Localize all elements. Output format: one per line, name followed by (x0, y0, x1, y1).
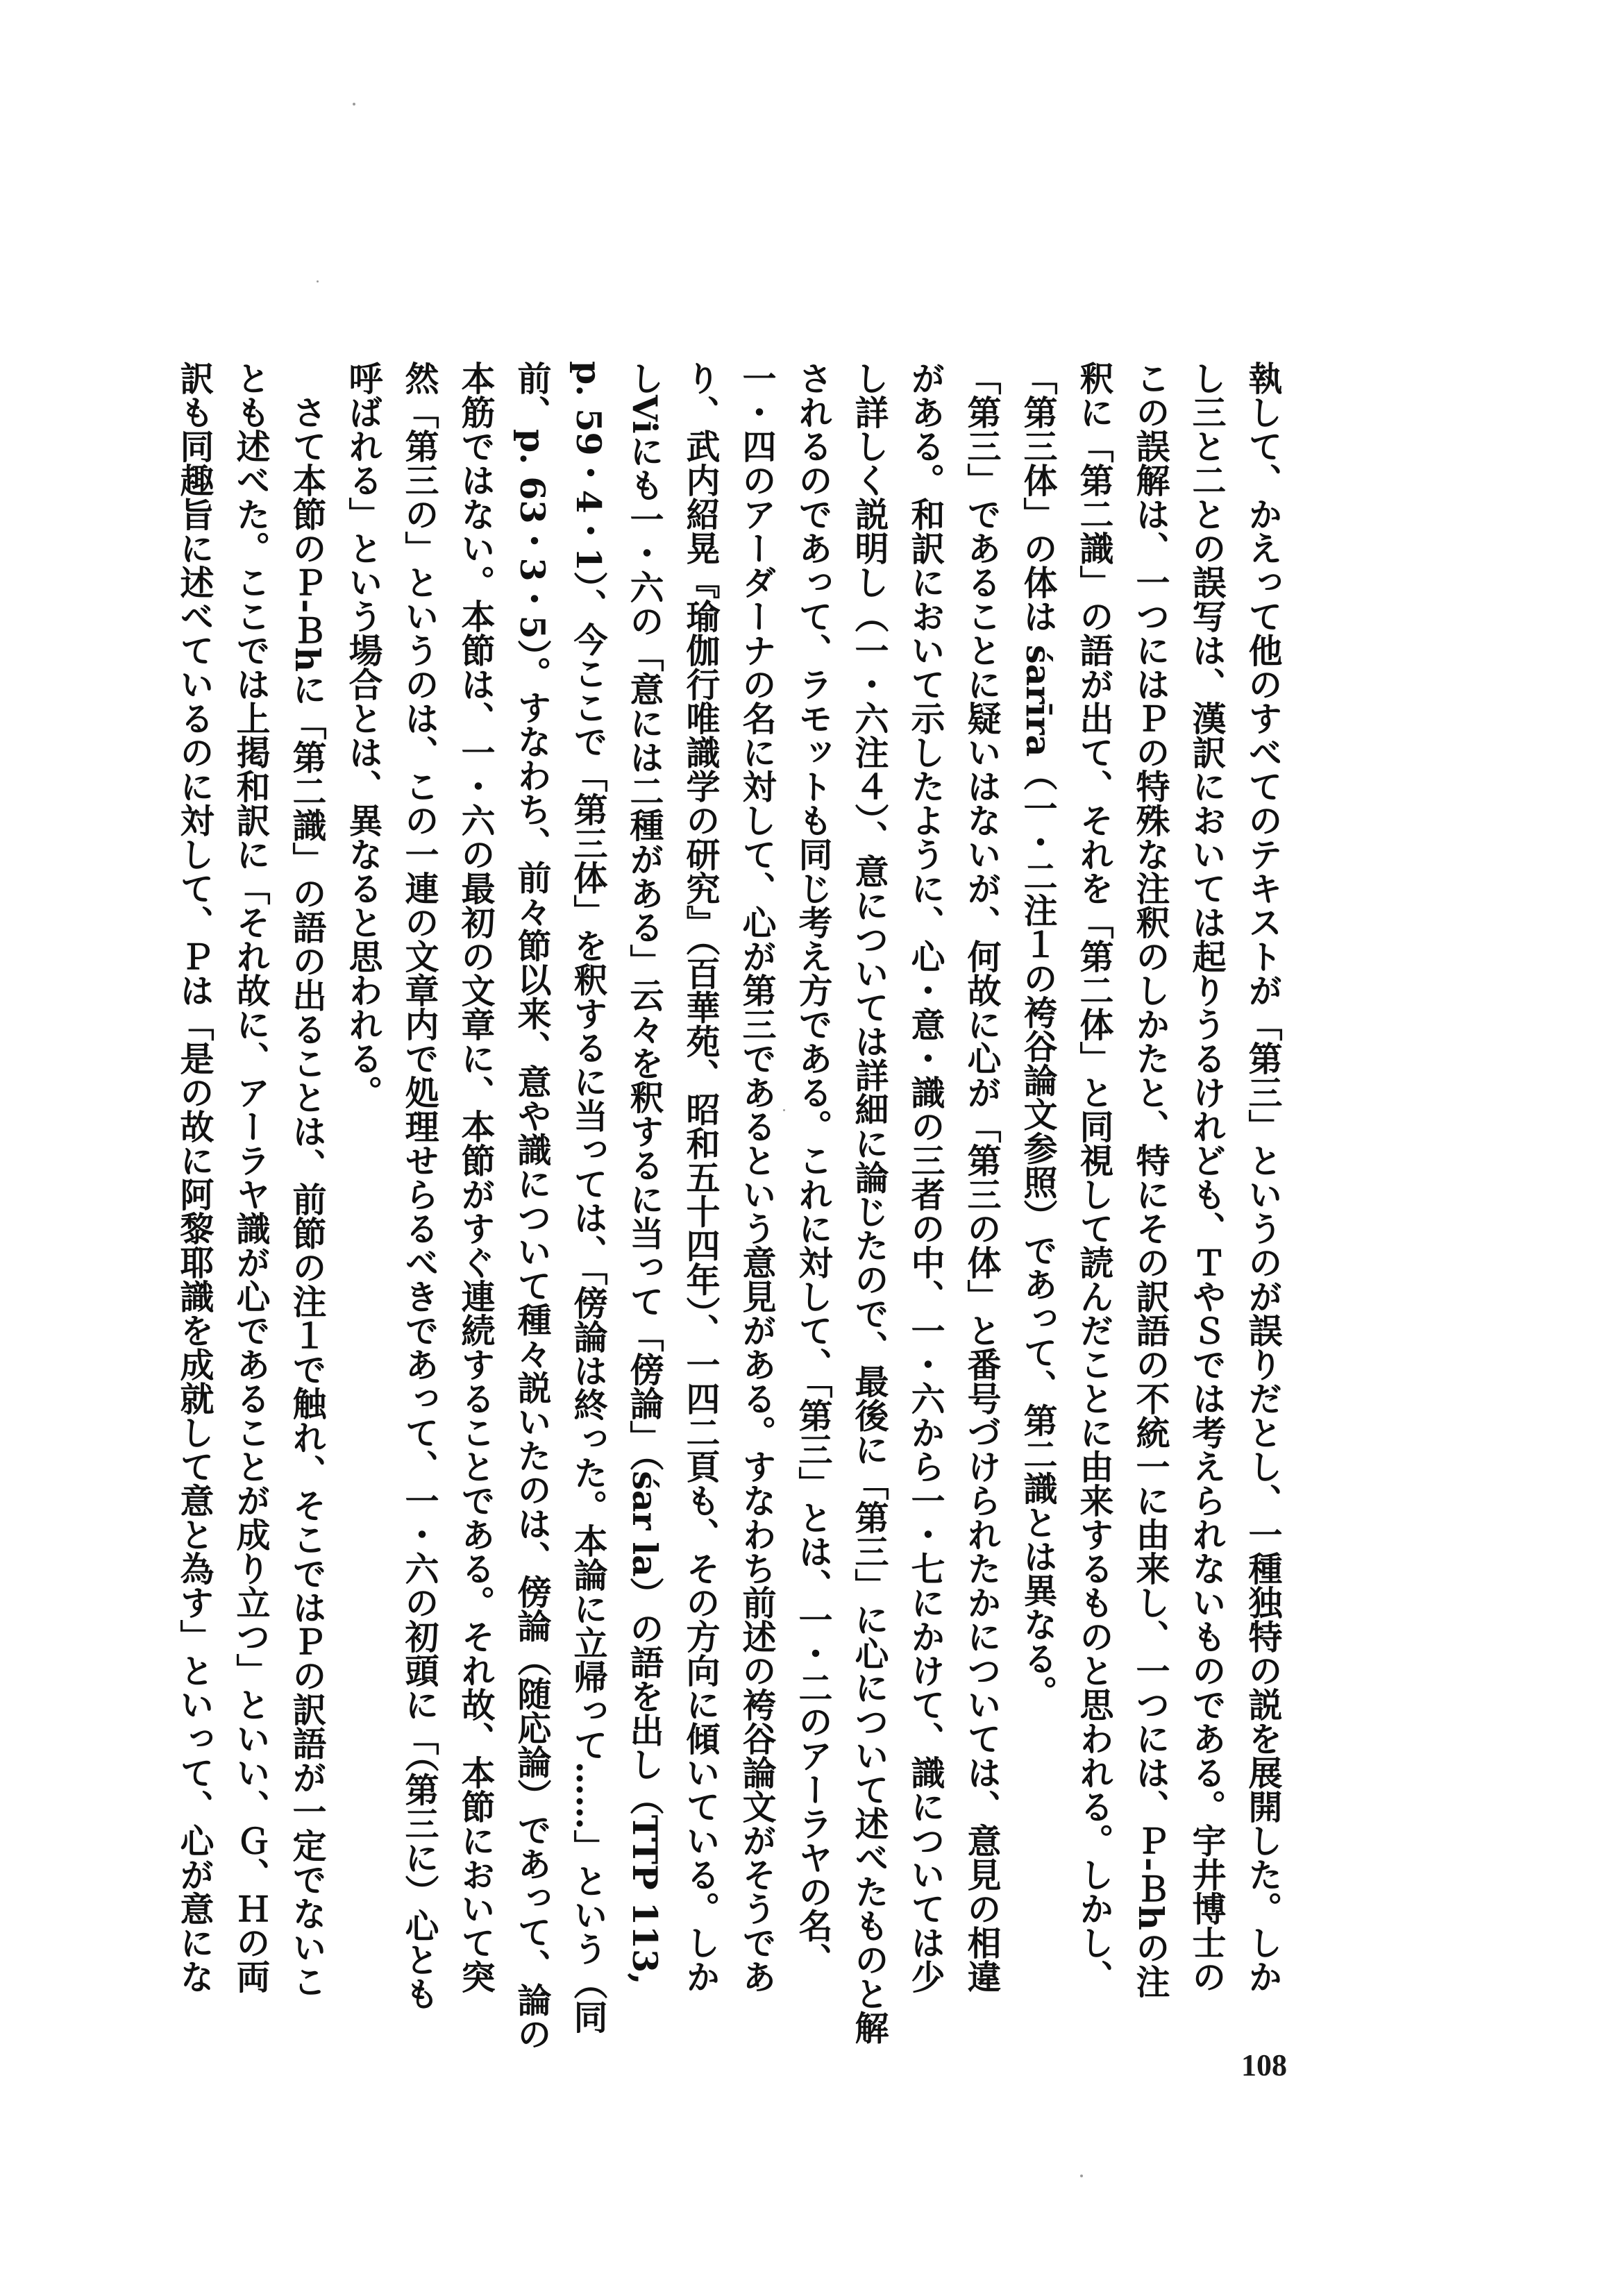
text-line: とも述べた。ここでは上掲和訳に「それ故に、アーラヤ識が心であることが成り立つ」といい、Ｇ、Ｈの両 (231, 361, 271, 1993)
text-line: 呼ばれる」という場合とは、異なると思われる。 (344, 361, 384, 1109)
text-line: がある。和訳において示したように、心・意・識の三者の中、一・六から一・七にかけて、識については少 (906, 361, 946, 1993)
text-line: 「第三体」の体は śarīra（一・二注１の袴谷論文参照）であって、第二識とは異なる。 (1018, 361, 1059, 1710)
text-line: 然「第三の」というのは、この一連の文章内で処理せらるべきであって、一・六の初頭に「（第三に）心とも (400, 361, 440, 2011)
text-line: 本筋ではない。本節は、一・六の最初の文章に、本節がすぐ連続することである。それ故、本節において突 (456, 361, 496, 1993)
text-line: 訳も同趣旨に述べているのに対して、Ｐは「是の故に阿黎耶識を成就して意と為す」といって、心が意にな (175, 361, 215, 1993)
text-line: この誤解は、一つにはＰの特殊な注釈のしかたと、特にその訳語の不統一に由来し、一つには、Ｐ-Ｂhの注 (1131, 361, 1171, 1998)
text-line: 「第三」であることに疑いはないが、何故に心が「第三の体」と番号づけられたかについては、意見の相違 (962, 361, 1002, 1993)
vertical-text-block (175, 361, 1291, 2051)
text-line: し詳しく説明し（一・六注４）、意については詳細に論じたので、最後に「第三」に心について述べたものと解 (850, 361, 890, 2045)
text-line: さて本節のＰ-Ｂhに「第二識」の語の出ることは、前節の注１で触れ、そこではＰの訳語が一定でないこ (287, 361, 328, 1998)
scan-speck (317, 280, 319, 282)
text-line: 執して、かえって他のすべてのテキストが「第三」というのが誤りだとし、一種独特の説を展開した。しか (1243, 361, 1284, 1993)
text-line: り、武内紹晃『瑜伽行唯識学の研究』（百華苑、昭和五十四年）、一四二頁も、その方向に傾いている。しか (681, 361, 721, 1993)
text-line: p. 59・4・1）、今ここで「第三体」を釈するに当っては、「傍論は終った。本論に立帰って……」という（同 (569, 361, 609, 2034)
text-line: し三と二との誤写は、漢訳においては起りうるけれども、ＴやＳでは考えられないものである。宇井博士の (1187, 361, 1227, 1993)
page-number: 108 (1241, 2048, 1287, 2082)
scan-speck (783, 1109, 785, 1111)
text-line: されるのであって、ラモットも同じ考え方である。これに対して、「第三」とは、一・二のアーラヤの名、 (793, 361, 834, 1977)
scan-speck (1080, 2175, 1083, 2177)
text-line: しViにも一・六の「意には二種がある」云々を釈するに当って「傍論」（śar la）の語を出し（TTP 113, (625, 361, 665, 1985)
scan-speck (353, 103, 355, 105)
text-line: 前、p. 63・3・5）。すなわち、前々節以来、意や識について種々説いたのは、傍論（随応論）であって、論の (512, 361, 553, 2051)
text-line: 釈に「第二識」の語が出て、それを「第二体」と同視して読んだことに由来するものと思われる。しかし、 (1075, 361, 1115, 1993)
text-line: 一・四のアーダーナの名に対して、心が第三であるという意見がある。すなわち前述の袴谷論文がそうであ (737, 361, 777, 1993)
